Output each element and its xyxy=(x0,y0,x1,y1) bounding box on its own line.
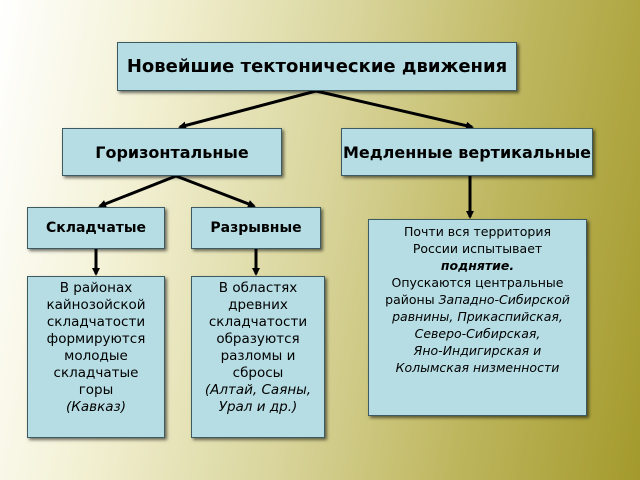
folded-text-line: кайнозойской xyxy=(46,297,146,313)
faulted-box xyxy=(191,207,321,249)
arrow-title-to-horizontal xyxy=(180,91,316,127)
arrow-horizontal-to-folded xyxy=(100,176,176,206)
faulted-text-line: складчатости xyxy=(208,314,308,330)
arrow-title-to-vertical xyxy=(316,91,472,127)
vertical-label: Медленные вертикальные xyxy=(342,142,592,162)
folded-text-box xyxy=(27,276,165,438)
folded-text-line: складчатости xyxy=(46,314,146,330)
faulted-text-line: сбросы xyxy=(232,365,284,381)
folded-text-line: горы xyxy=(78,382,114,398)
vertical-text-line: равнины, Прикаспийская, xyxy=(392,309,563,324)
folded-box xyxy=(27,207,165,249)
vertical-text-line xyxy=(369,291,586,308)
uplift-emphasis: поднятие. xyxy=(440,258,515,273)
faulted-example: Урал и др.) xyxy=(218,399,298,415)
vertical-text-line: Опускаются центральные xyxy=(391,275,564,290)
vertical-box xyxy=(341,128,593,176)
faulted-text-line: В областях xyxy=(218,280,298,296)
folded-text-line: молодые xyxy=(64,348,128,364)
faulted-label: Разрывные xyxy=(210,220,302,236)
title: Новейшие тектонические движения xyxy=(126,56,508,77)
vertical-text-line: Северо-Сибирская, xyxy=(414,326,541,341)
vertical-text-fragment: районы xyxy=(385,292,439,307)
faulted-text-line: древних xyxy=(228,297,288,313)
arrow-horizontal-to-faulted xyxy=(176,176,254,206)
faulted-text-line: образуются xyxy=(216,331,300,347)
faulted-text-box xyxy=(191,276,325,438)
horizontal-label: Горизонтальные xyxy=(95,142,249,162)
faulted-example: (Алтай, Саяны, xyxy=(204,382,312,398)
folded-text-line: складчатые xyxy=(53,365,139,381)
vertical-text-line: Колымская низменности xyxy=(395,360,560,375)
folded-text-line: В районах xyxy=(59,280,133,296)
folded-text-line: формируются xyxy=(46,331,146,347)
vertical-text-line: Почти вся территория xyxy=(403,224,551,239)
vertical-text-line: России испытывает xyxy=(412,241,543,256)
folded-label: Складчатые xyxy=(45,220,147,236)
vertical-text-box xyxy=(368,219,587,416)
faulted-text-line: разломы и xyxy=(220,348,296,364)
title-box xyxy=(117,42,517,91)
vertical-text-fragment: Западно-Сибирской xyxy=(438,292,570,307)
horizontal-box xyxy=(62,128,282,176)
folded-example: (Кавказ) xyxy=(66,399,126,415)
vertical-text-line: Яно-Индигирская и xyxy=(413,343,542,358)
